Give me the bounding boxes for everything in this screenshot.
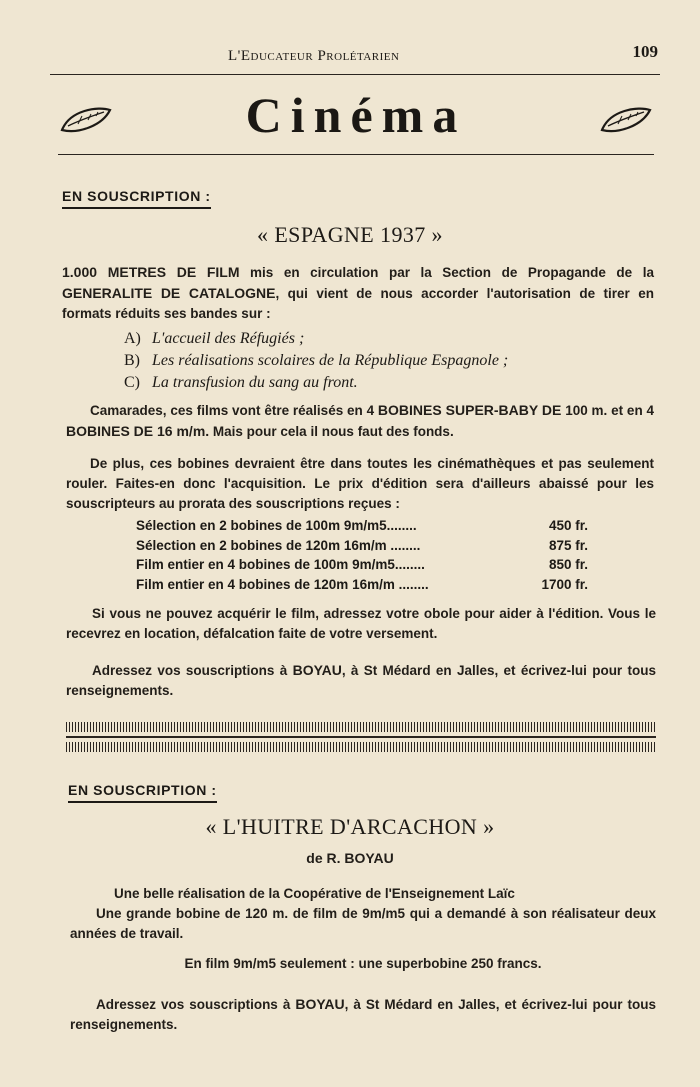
page-number: 109 xyxy=(632,42,658,61)
intro-paragraph: 1.000 METRES DE FILM mis en circulation par la Section de Propagande de la GENERALITE DE CATALOGNE, qui vient de nous accorder l'autorisation de tirer en formats réduits ses bandes sur : xyxy=(62,264,654,321)
leaf-ornament-icon xyxy=(598,104,654,134)
reel-paragraph: Une grande bobine de 120 m. de film de 9m/m5 qui a demandé à son réalisateur deux années de travail. xyxy=(70,906,656,941)
page-header xyxy=(50,40,660,75)
journal-title: L'Educateur Prolétarien xyxy=(228,48,400,64)
films-paragraph: Camarades, ces films vont être réalisés en 4 BOBINES SUPER-BABY DE 100 m. et en 4 BOBINES DE 16 m/m. Mais pour cela il nous faut des fonds. xyxy=(66,402,655,439)
obole-paragraph: Si vous ne pouvez acquérir le film, adressez votre obole pour aider à l'édition. Vous le recevrez en location, défalcation faite de votre versement. xyxy=(66,606,656,641)
divider-rule xyxy=(66,736,656,738)
cooperative-line: Une belle réalisation de la Coopérative de l'Enseignement Laïc xyxy=(114,886,515,901)
price-row: Sélection en 2 bobines de 100m 9m/m5........ 450 fr. xyxy=(136,518,588,533)
list-item: C) La transfusion du sang au front. xyxy=(124,374,358,391)
section-label: EN SOUSCRIPTION : xyxy=(68,782,217,803)
list-item: B) Les réalisations scolaires de la République Espagnole ; xyxy=(124,352,509,369)
price-row: Sélection en 2 bobines de 120m 16m/m ........ 875 fr. xyxy=(136,537,588,553)
price-row: Film entier en 4 bobines de 100m 9m/m5........ 850 fr. xyxy=(136,557,588,572)
price-line: En film 9m/m5 seulement : une superbobine 250 francs. xyxy=(184,956,542,971)
byline: de R. BOYAU xyxy=(306,850,394,866)
address-paragraph: Adressez vos souscriptions à BOYAU, à St Médard en Jalles, et écrivez-lui pour tous renseignements. xyxy=(66,662,656,698)
price-list xyxy=(136,516,588,594)
ornamental-divider xyxy=(66,722,656,732)
section-title: « L'HUITRE D'ARCACHON » xyxy=(205,814,495,839)
section-title: « ESPAGNE 1937 » xyxy=(257,222,443,247)
topics-list xyxy=(124,328,508,394)
section-label: EN SOUSCRIPTION : xyxy=(62,188,211,209)
banner-title: Cinéma xyxy=(245,87,467,143)
cinema-banner xyxy=(58,84,654,155)
list-item: A) L'accueil des Réfugiés ; xyxy=(124,330,305,347)
price-row: Film entier en 4 bobines de 120m 16m/m ........ 1700 fr. xyxy=(136,576,588,592)
acquisition-paragraph: De plus, ces bobines devraient être dans toutes les cinémathèques et pas seulement rouler. Faites-en donc l'acquisition. Le prix d'édition sera d'ailleurs abaissé pour les souscripteurs au prorata des souscriptions reçues : xyxy=(66,456,654,511)
ornamental-divider xyxy=(66,742,656,752)
address-paragraph: Adressez vos souscriptions à BOYAU, à St Médard en Jalles, et écrivez-lui pour tous renseignements. xyxy=(70,996,656,1032)
